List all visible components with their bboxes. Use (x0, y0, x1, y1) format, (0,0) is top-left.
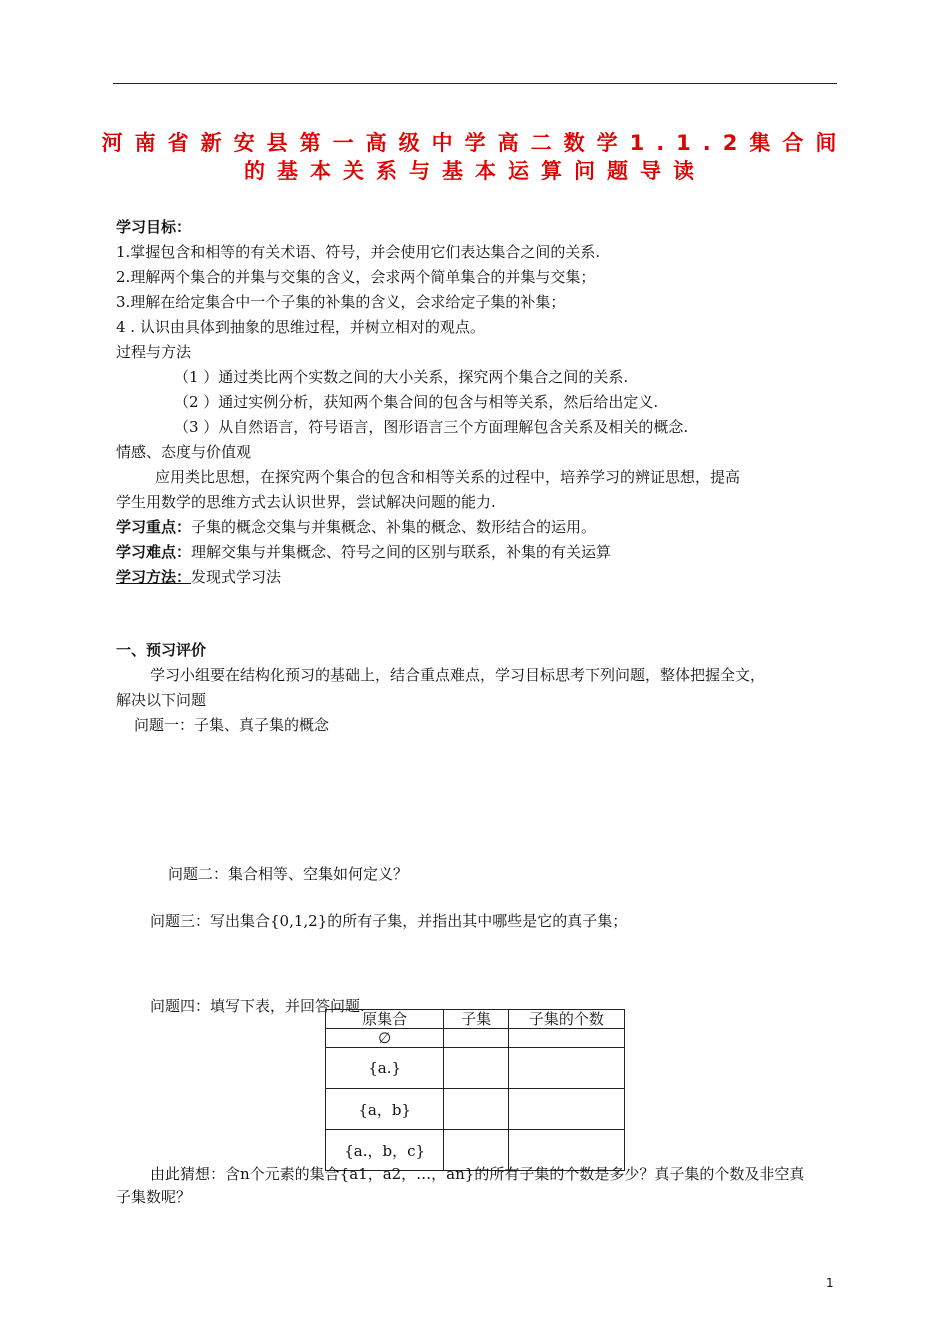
table-cell-blank[interactable] (508, 1048, 624, 1089)
method-text: 发现式学习法 (191, 568, 282, 586)
conjecture-line-2: 子集数呢？ (116, 1188, 192, 1206)
section1-intro-1: 学习小组要在结构化预习的基础上，结合重点难点，学习目标思考下列问题，整体把握全文， (150, 666, 766, 684)
header-rule (113, 83, 837, 84)
question-4: 问题四：填写下表，并回答问题. (150, 997, 365, 1015)
table-row (326, 1089, 625, 1130)
table-cell-set-a: {a.} (326, 1048, 444, 1089)
objective-3: 3.理解在给定集合中一个子集的补集的含义，会求给定子集的补集； (116, 293, 566, 311)
difficulties (116, 542, 611, 562)
document-title-line2: 的基本关系与基本运算问题导读 (244, 159, 706, 183)
emotion-heading: 情感、态度与价值观 (116, 443, 252, 461)
question-2: 问题二：集合相等、空集如何定义？ (168, 865, 409, 883)
page-number: 1 (826, 1276, 834, 1290)
document-title-line1: 河南省新安县第一高级中学高二数学1.1.2集合间 (101, 131, 849, 155)
table-cell-set-ab: {a，b} (326, 1089, 444, 1130)
table-cell-set-abc: {a.，b，c} (326, 1130, 444, 1171)
key-points (116, 517, 596, 537)
conjecture-line-1: 由此猜想：含n个元素的集合{a1，a2，…，an}的所有子集的个数是多少？真子集的个数及非空真 (150, 1165, 805, 1183)
objective-2: 2.理解两个集合的并集与交集的含义，会求两个简单集合的并集与交集； (116, 268, 596, 286)
table-cell-blank[interactable] (508, 1029, 624, 1048)
difficulties-label: 学习难点： (116, 543, 192, 561)
objective-1: 1.掌握包含和相等的有关术语、符号，并会使用它们表达集合之间的关系. (116, 243, 601, 261)
process-item-1: （1 ）通过类比两个实数之间的大小关系，探究两个集合之间的关系. (174, 368, 629, 386)
table-cell-blank[interactable] (444, 1089, 509, 1130)
table-header-subset-count: 子集的个数 (508, 1010, 624, 1029)
process-item-3: （3 ）从自然语言，符号语言，图形语言三个方面理解包含关系及相关的概念. (174, 418, 689, 436)
emotion-paragraph-2: 学生用数学的思维方式去认识世界，尝试解决问题的能力. (116, 493, 496, 511)
difficulties-text: 理解交集与并集概念、符号之间的区别与联系，补集的有关运算 (191, 543, 612, 561)
key-points-label: 学习重点： (116, 518, 192, 536)
key-points-text: 子集的概念交集与并集概念、补集的概念、数形结合的运用。 (191, 518, 597, 536)
table-cell-blank[interactable] (508, 1089, 624, 1130)
question-3: 问题三：写出集合{0,1,2}的所有子集，并指出其中哪些是它的真子集； (150, 912, 628, 930)
section1-intro-2: 解决以下问题 (116, 691, 207, 709)
process-heading: 过程与方法 (116, 343, 192, 361)
objective-4: 4 . 认识由具体到抽象的思维过程，并树立相对的观点。 (116, 318, 485, 336)
section1-heading: 一、预习评价 (116, 641, 207, 659)
table-header-row (326, 1010, 625, 1029)
table-cell-empty-set: ∅ (326, 1029, 444, 1048)
subsets-table (325, 1009, 625, 1171)
process-item-2: （2 ）通过实例分析，获知两个集合间的包含与相等关系，然后给出定义. (174, 393, 659, 411)
table-header-original-set: 原集合 (326, 1010, 444, 1029)
table-cell-blank[interactable] (444, 1048, 509, 1089)
emotion-paragraph-1: 应用类比思想，在探究两个集合的包含和相等关系的过程中，培养学习的辨证思想，提高 (155, 468, 741, 486)
table-row (326, 1029, 625, 1048)
method-label: 学习方法： (116, 568, 192, 586)
objectives-heading: 学习目标： (116, 218, 192, 236)
table-header-subsets: 子集 (444, 1010, 509, 1029)
method (116, 567, 281, 587)
question-1: 问题一：子集、真子集的概念 (134, 716, 330, 734)
table-cell-blank[interactable] (444, 1029, 509, 1048)
table-row (326, 1048, 625, 1089)
